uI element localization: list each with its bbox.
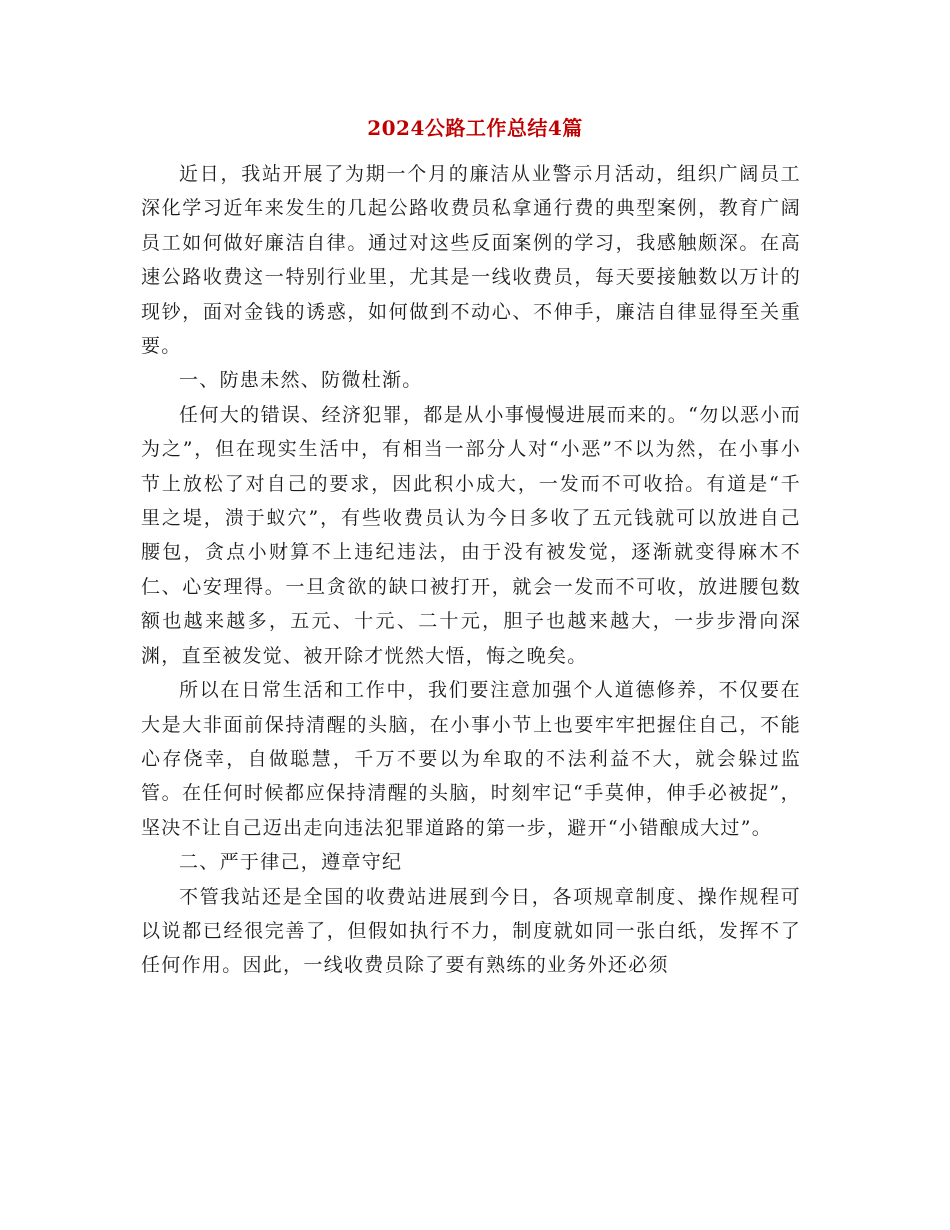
document-body [141,157,801,983]
paragraph-section-1-b: 所以在日常生活和工作中，我们要注意加强个人道德修养，不仅要在大是大非面前保持清醒的头脑，在小事小节上也要牢牢把握住自己，不能心存侥幸，自做聪慧，千万不要以为牟取的不法利益不大，就会躲过监管。在任何时候都应保持清醒的头脑，时刻牢记“手莫伸，伸手必被捉”，坚决不让自己迈出走向违法犯罪道路的第一步，避开“小错酿成大过”。 [141,679,801,839]
section-heading-1: 一、防患未然、防微杜渐。 [179,369,423,392]
section-heading-2: 二、严于律己，遵章守纪 [179,851,403,874]
paragraph-section-2-a: 不管我站还是全国的收费站进展到今日，各项规章制度、操作规程可以说都已经很完善了，但假如执行不力，制度就如同一张白纸，发挥不了任何作用。因此，一线收费员除了要有熟练的业务外还必须 [141,885,801,977]
document-title: 2024公路工作总结4篇 [367,116,583,140]
paragraph-intro: 近日，我站开展了为期一个月的廉洁从业警示月活动，组织广阔员工深化学习近年来发生的几起公路收费员私拿通行费的典型案例，教育广阔员工如何做好廉洁自律。通过对这些反面案例的学习，我感触颇深。在高速公路收费这一特别行业里，尤其是一线收费员，每天要接触数以万计的现钞，面对金钱的诱惑，如何做到不动心、不伸手，廉洁自律显得至关重要。 [141,163,801,358]
paragraph-section-1-a: 任何大的错误、经济犯罪，都是从小事慢慢进展而来的。“勿以恶小而为之”，但在现实生活中，有相当一部分人对“小恶”不以为然，在小事小节上放松了对自己的要求，因此积小成大，一发而不可收拾。有道是“千里之堤，溃于蚁穴”，有些收费员认为今日多收了五元钱就可以放进自己腰包，贪点小财算不上违纪违法，由于没有被发觉，逐渐就变得麻木不仁、心安理得。一旦贪欲的缺口被打开，就会一发而不可收，放进腰包数额也越来越多，五元、十元、二十元，胆子也越来越大，一步步滑向深渊，直至被发觉、被开除才恍然大悟，悔之晚矣。 [141,403,801,667]
